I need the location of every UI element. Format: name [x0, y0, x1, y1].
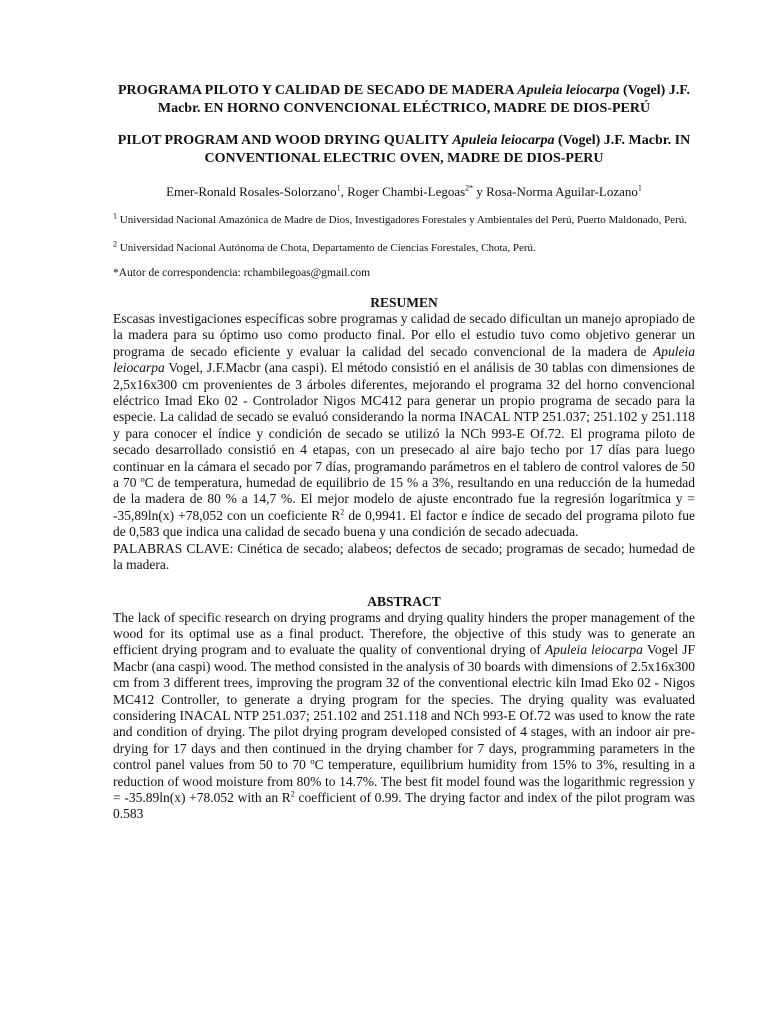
title-spanish: [113, 82, 695, 118]
resumen-text-part: de 0,9941. El factor e índice de secado del programa piloto fue de 0,583 que indica una calidad de secado buena y una condición de secado adecuada.: [113, 507, 695, 540]
corresponding-author: *Autor de correspondencia: rchambilegoas@gmail.com: [113, 267, 371, 279]
title-english: [113, 132, 695, 168]
author-separator: ,: [340, 184, 348, 199]
author-name: Emer-Ronald Rosales-Solorzano: [166, 184, 337, 199]
title-es-text-end: (Vogel) J.F. Macbr. EN HORNO CONVENCIONAL ELÉCTRICO, MADRE DE DIOS-PERÚ: [157, 83, 691, 116]
resumen-text-part: Vogel, J.F.Macbr (ana caspi). El método consistió en el análisis de 30 tablas con dimensiones de 2,5x16x300 cm provenientes de 3 árboles diferentes, mejorando el programa 32 del horno convencional eléctrico Imad Eko 02 - Controlador Nigos MC412 para generar un propio programa de secado para la especie. La calidad de secado se evaluó considerando la norma INACAL NTP 251.037; 251.102 y 251.118 y para conocer el índice y condición de secado se utilizó la NCh 993-E Of.72. El programa piloto de secado desarrollado consistió en 4 etapas, con un presecado al aire bajo techo por 17 días para luego continuar en la cámara el secado por 7 días, programando parámetros en el tablero de control valores de 50 a 70 ºC de temperatura, humedad de equilibrio de 15 % a 3%, resultando en una reducción de la humedad de la madera de 80 % a 14,7 %. El mejor modelo de ajuste encontrado fue la regresión logarítmica y = -35,89ln(x) +78,052 con un coeficiente R: [113, 360, 695, 523]
resumen-species: Apuleia leiocarpa: [113, 343, 695, 376]
author-affiliation-mark: 1: [637, 183, 642, 193]
affiliation-2: [113, 241, 695, 256]
abstract-text-part: coefficient of 0.99. The drying factor and index of the pilot program was 0.583: [113, 789, 695, 822]
r-squared-sup: 2: [340, 507, 345, 517]
affiliation-mark: 1: [113, 211, 117, 221]
keywords-es: PALABRAS CLAVE: Cinética de secado; alabeos; defectos de secado; programas de secado; humedad de la madera.: [113, 540, 695, 573]
abstract-text-part: The lack of specific research on drying programs and drying quality hinders the proper management of the wood for its optimal use as a final product. Therefore, the objective of this study was to generate an efficient drying program and to evaluate the quality of conventional drying of: [113, 609, 695, 658]
abstract-heading: ABSTRACT: [367, 593, 441, 609]
abstract-text: [113, 610, 695, 823]
affiliation-1: [113, 213, 695, 228]
resumen-text: [113, 311, 695, 541]
author-list: [113, 184, 695, 200]
affiliation-mark: 2: [113, 239, 117, 249]
title-es-text: PROGRAMA PILOTO Y CALIDAD DE SECADO DE MADERA: [117, 83, 518, 98]
affiliation-text: Universidad Nacional Autónoma de Chota, Departamento de Ciencias Forestales, Chota, Perú.: [117, 242, 536, 254]
author-affiliation-mark: 2*: [465, 183, 474, 193]
author-name: Rosa-Norma Aguilar-Lozano: [486, 184, 638, 199]
paper-page: [113, 82, 695, 823]
resumen-text-part: Escasas investigaciones específicas sobre programas y calidad de secado dificultan un manejo apropiado de la madera para su óptimo uso como producto final. Por ello el estudio tuvo como objetivo generar un programa de secado eficiente y evaluar la calidad del secado convencional de la madera de: [113, 311, 695, 359]
title-en-species: Apuleia leiocarpa: [452, 133, 555, 148]
abstract-species: Apuleia leiocarpa: [545, 642, 643, 658]
abstract-text-part: Vogel JF Macbr (ana caspi) wood. The method consisted in the analysis of 30 boards with dimensions of 2.5x16x300 cm from 3 different trees, improving the program 32 of the conventional electric kiln Imad Eko 02 - Nigos MC412 Controller, to generate a drying program for the species. The drying quality was evaluated considering INACAL NTP 251.037; 251.102 and 251.118 and NCh 993-E Of.72 was used to know the rate and condition of drying. The pilot drying program developed consisted of 4 stages, with an indoor air pre-drying for 17 days and then continued in the drying chamber for 7 days, programming parameters in the control panel values from 50 to 70 ºC temperature, equilibrium humidity from 15% to 3%, resulting in a reduction of wood moisture from 80% to 14.7%. The best fit model found was the logarithmic regression y = -35.89ln(x) +78.052 with an R: [113, 642, 695, 805]
author-name: Roger Chambi-Legoas: [347, 184, 466, 199]
r-squared-sup: 2: [290, 789, 295, 799]
title-es-species: Apuleia leiocarpa: [517, 83, 620, 98]
author-separator: y: [473, 184, 487, 199]
resumen-heading: RESUMEN: [370, 295, 438, 310]
author-affiliation-mark: 1: [336, 183, 341, 193]
title-en-text-end: (Vogel) J.F. Macbr. IN CONVENTIONAL ELECTRIC OVEN, MADRE DE DIOS-PERU: [204, 133, 691, 166]
title-en-text: PILOT PROGRAM AND WOOD DRYING QUALITY: [117, 133, 453, 148]
affiliation-text: Universidad Nacional Amazónica de Madre de Dios, Investigadores Forestales y Ambientales del Perú, Puerto Maldonado, Perú.: [117, 214, 688, 226]
